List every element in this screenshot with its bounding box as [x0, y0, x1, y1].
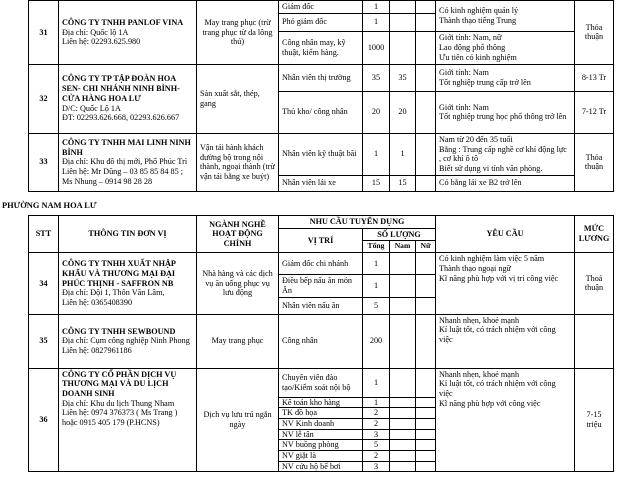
industry-cell: Vận tải hành khách đường bộ trong nội thành, ngoại thành (trừ vận tải bằng xe buýt)	[197, 133, 279, 191]
male-cell: 1	[390, 133, 416, 175]
table-row	[29, 1, 614, 14]
male-cell	[390, 1, 416, 14]
male-cell	[390, 451, 416, 462]
position-cell: Thủ kho/ công nhân	[279, 91, 363, 133]
female-cell	[416, 64, 436, 91]
table-row	[29, 253, 614, 275]
company-cell	[59, 368, 197, 472]
salary-cell: Thỏa thuận	[575, 133, 614, 191]
position-cell: Nhân viên kỹ thuật bãi	[279, 133, 363, 175]
male-cell	[390, 408, 416, 419]
total-cell: 1	[363, 13, 390, 31]
header-row	[29, 216, 614, 229]
male-cell	[390, 418, 416, 429]
total-cell: 5	[363, 440, 390, 451]
requirement-cell: Giới tính: Nam, nữ Lao động phổ thông Ưu tiên có kinh nghiệm	[436, 31, 575, 64]
position-cell: Nhân viên nấu ăn	[279, 297, 363, 314]
company-details: Địa chỉ: Khu du lịch Thung Nham Liên hệ: 0974 376373 ( Ms Trang ) hoặc 0915 405 179 (P.HCNS)	[62, 398, 178, 427]
male-cell: 15	[390, 175, 416, 191]
total-cell: 3	[363, 461, 390, 472]
industry-cell: Nhà hàng và các dịch vụ ăn uống phục vụ lưu động	[197, 253, 279, 314]
female-cell	[416, 429, 436, 440]
header-position: VỊ TRÍ	[279, 228, 363, 253]
position-cell: NV cứu hộ bể bơi	[279, 461, 363, 472]
male-cell	[390, 461, 416, 472]
female-cell	[416, 408, 436, 419]
company-name: CÔNG TY TNHH SEWBOUND	[62, 326, 176, 336]
position-cell: Nhân viên thị trường	[279, 64, 363, 91]
company-name: CÔNG TY TNHH XUẤT NHẬP KHẨU VÀ THƯƠNG MẠI ĐẠI PHÚC THỊNH - SAFFRON NB	[62, 259, 176, 288]
stt-cell: 32	[29, 64, 59, 133]
position-cell: Điều bếp nấu ăn món Ăn	[279, 275, 363, 297]
male-cell	[390, 397, 416, 408]
female-cell	[416, 133, 436, 175]
total-cell: 2	[363, 418, 390, 429]
requirement-cell: Có kinh nghiệm quản lý Thành thạo tiếng Trung	[436, 1, 575, 32]
industry-cell: Dịch vụ lưu trú ngắn ngày	[197, 368, 279, 472]
male-cell	[390, 368, 416, 397]
position-cell: NV Kinh doanh	[279, 418, 363, 429]
female-cell	[416, 418, 436, 429]
female-cell	[416, 275, 436, 297]
header-company: THÔNG TIN ĐƠN VỊ	[59, 216, 197, 253]
position-cell: NV giặt là	[279, 451, 363, 462]
female-cell	[416, 1, 436, 14]
salary-cell: 7-12 Tr	[575, 91, 614, 133]
company-details: Địa chỉ: Đội 1, Thôn Văn Lâm, Liên hệ: 0365408390	[62, 288, 165, 307]
section-heading: PHƯỜNG NAM HOA LƯ	[2, 201, 97, 210]
company-name: CÔNG TY TNHH PANLOF VINA	[62, 17, 184, 27]
header-male: Nam	[390, 241, 416, 253]
female-cell	[416, 175, 436, 191]
female-cell	[416, 314, 436, 368]
requirement-cell: Nam từ 20 đến 35 tuổi Bằng : Trung cấp nghề cơ khí động lực , cơ khí ô tô Biết sử dụng vi tính văn phòng.	[436, 133, 575, 175]
position-cell: Kế toán kho hàng	[279, 397, 363, 408]
position-cell: Giám đốc	[279, 1, 363, 14]
total-cell: 200	[363, 314, 390, 368]
stt-cell: 31	[29, 1, 59, 65]
recruitment-table-part2	[28, 215, 614, 472]
total-cell: 1	[363, 1, 390, 14]
company-cell	[59, 253, 197, 314]
female-cell	[416, 440, 436, 451]
requirement-cell: Có kinh nghiệm làm việc 5 năm Thành thạo ngoại ngữ Kĩ năng phù hợp với vị trí công việc	[436, 253, 575, 314]
total-cell: 35	[363, 64, 390, 91]
male-cell	[390, 297, 416, 314]
stt-cell: 33	[29, 133, 59, 191]
total-cell: 1	[363, 397, 390, 408]
total-cell: 1	[363, 275, 390, 297]
total-cell: 1	[363, 368, 390, 397]
total-cell: 2	[363, 451, 390, 462]
salary-cell: 8-13 Tr	[575, 64, 614, 91]
position-cell: Giám đốc chi nhánh	[279, 253, 363, 275]
male-cell: 20	[390, 91, 416, 133]
position-cell: NV buồng phòng	[279, 440, 363, 451]
total-cell: 1	[363, 133, 390, 175]
position-cell: Chuyên viên đào tạo/Kiểm soát nội bộ	[279, 368, 363, 397]
table-row	[29, 314, 614, 368]
company-name: CÔNG TY CỔ PHẦN DỊCH VỤ THƯƠNG MẠI VÀ DU LỊCH DOANH SINH	[62, 369, 177, 398]
salary-cell: Thỏa thuận	[575, 1, 614, 65]
stt-cell: 36	[29, 368, 59, 472]
male-cell	[390, 275, 416, 297]
company-details: D/C: Quốc Lộ 1A ĐT: 02293.626.668, 02293.626.667	[62, 103, 180, 123]
total-cell: 2	[363, 408, 390, 419]
male-cell	[390, 440, 416, 451]
header-female: Nữ	[416, 241, 436, 253]
position-cell: Nhân viên lái xe	[279, 175, 363, 191]
stt-cell: 34	[29, 253, 59, 314]
requirement-cell: Có bằng lái xe B2 trở lên	[436, 175, 575, 191]
female-cell	[416, 451, 436, 462]
industry-cell: May trang phục (trừ trang phục từ da lông thú)	[197, 1, 279, 65]
header-total: Tổng	[363, 241, 390, 253]
male-cell	[390, 429, 416, 440]
female-cell	[416, 368, 436, 397]
total-cell: 5	[363, 297, 390, 314]
total-cell: 1000	[363, 31, 390, 64]
stt-cell: 35	[29, 314, 59, 368]
requirement-cell: Giới tính: Nam Tốt nghiệp trung cấp trở lên	[436, 64, 575, 91]
company-details: Địa chỉ: Khu đô thị mới, Phố Phúc Trì Liên hệ: Mr Dũng – 03 85 85 84 85 ; Ms Nhung – 0914 98 28 28	[62, 157, 188, 186]
female-cell	[416, 461, 436, 472]
company-cell	[59, 1, 197, 65]
salary-cell: 7-15 triệu	[575, 368, 614, 472]
salary-cell: Thoả thuận	[575, 253, 614, 314]
company-cell	[59, 314, 197, 368]
position-cell: NV lễ tân	[279, 429, 363, 440]
position-cell: Công nhân may, kỹ thuật, kiểm hàng.	[279, 31, 363, 64]
requirement-cell: Giới tính: Nam Tốt nghiệp trung học phổ thông trở lên	[436, 91, 575, 133]
table-row	[29, 133, 614, 175]
header-requirement: YÊU CẦU	[436, 216, 575, 253]
header-salary: MỨC LƯƠNG	[575, 216, 614, 253]
requirement-cell: Nhanh nhẹn, khoẻ mạnh Kỉ luật tốt, có trách nhiệm với công việc Kĩ năng phù hợp với công việc	[436, 368, 575, 472]
female-cell	[416, 297, 436, 314]
total-cell: 3	[363, 429, 390, 440]
header-quantity: SỐ LƯỢNG	[363, 228, 436, 241]
company-cell	[59, 64, 197, 133]
male-cell: 35	[390, 64, 416, 91]
industry-cell: Sản xuất sắt, thép, gang	[197, 64, 279, 133]
header-demand: NHU CẦU TUYỂN DỤNG	[279, 216, 436, 229]
total-cell: 15	[363, 175, 390, 191]
table-row	[29, 64, 614, 91]
female-cell	[416, 397, 436, 408]
company-cell	[59, 133, 197, 191]
company-details: Địa chỉ: Quốc lộ 1A Liên hệ: 02293.625.980	[62, 27, 141, 47]
position-cell: Phó giám đốc	[279, 13, 363, 31]
male-cell	[390, 13, 416, 31]
female-cell	[416, 91, 436, 133]
recruitment-table-part1	[28, 0, 614, 192]
table-row	[29, 368, 614, 397]
salary-cell	[575, 314, 614, 368]
company-details: Địa chỉ: Cụm công nghiệp Ninh Phong Liên hệ: 0827961186	[62, 336, 190, 355]
total-cell: 20	[363, 91, 390, 133]
male-cell	[390, 314, 416, 368]
position-cell: TK đồ họa	[279, 408, 363, 419]
male-cell	[390, 253, 416, 275]
header-industry: NGÀNH NGHỀ HOẠT ĐỘNG CHÍNH	[197, 216, 279, 253]
female-cell	[416, 31, 436, 64]
company-name: CÔNG TY TP TẬP ĐOÀN HOA SEN- CHI NHÁNH NINH BÌNH- CỬA HÀNG HOA LƯ	[62, 74, 180, 103]
industry-cell: May trang phục	[197, 314, 279, 368]
company-name: CÔNG TY TNHH MAI LINH NINH BÌNH	[62, 137, 191, 157]
requirement-cell: Nhanh nhẹn, khoẻ mạnh Kỉ luật tốt, có trách nhiệm với công việc	[436, 314, 575, 368]
female-cell	[416, 13, 436, 31]
female-cell	[416, 253, 436, 275]
male-cell	[390, 31, 416, 64]
position-cell: Công nhân	[279, 314, 363, 368]
header-stt: STT	[29, 216, 59, 253]
total-cell: 1	[363, 253, 390, 275]
